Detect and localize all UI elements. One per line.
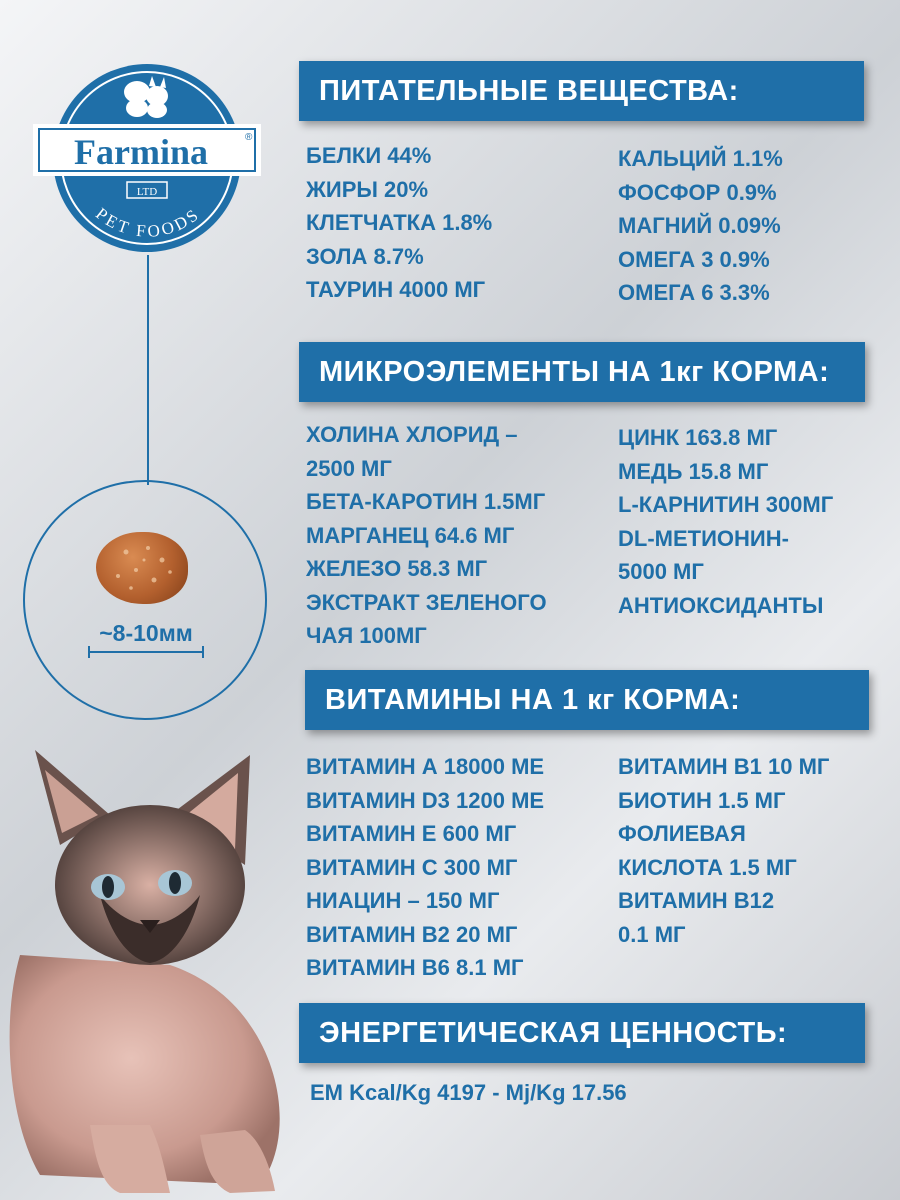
list-item: DL-МЕТИОНИН- bbox=[618, 525, 789, 551]
list-item: ВИТАМИН В1 10 МГ bbox=[618, 754, 830, 779]
list-item: ФОЛИЕВАЯ bbox=[618, 821, 746, 846]
list-item: БЕЛКИ 44% bbox=[306, 143, 432, 168]
nutrients-right-list bbox=[618, 142, 783, 310]
list-item: ВИТАМИН D3 1200 МЕ bbox=[306, 787, 545, 813]
list-item: L-КАРНИТИН 300МГ bbox=[618, 492, 834, 517]
list-item: 2500 МГ bbox=[306, 455, 392, 481]
list-item: ЦИНК 163.8 МГ bbox=[618, 425, 778, 450]
list-item: АНТИОКСИДАНТЫ bbox=[618, 592, 824, 618]
microelements-left-list bbox=[306, 418, 547, 653]
list-item: ХОЛИНА ХЛОРИД – bbox=[306, 422, 518, 447]
list-item: БЕТА-КАРОТИН 1.5МГ bbox=[306, 489, 546, 514]
kibble-size-measure bbox=[88, 651, 204, 653]
list-item: КЛЕТЧАТКА 1.8% bbox=[306, 210, 493, 235]
vitamins-header: ВИТАМИНЫ НА 1 кг КОРМА: bbox=[305, 670, 869, 730]
list-item: НИАЦИН – 150 МГ bbox=[306, 888, 500, 913]
list-item: ЗОЛА 8.7% bbox=[306, 243, 424, 269]
microelements-header: МИКРОЭЛЕМЕНТЫ НА 1кг КОРМА: bbox=[299, 342, 865, 402]
list-item: ВИТАМИН Е 600 МГ bbox=[306, 821, 517, 846]
list-item: ТАУРИН 4000 МГ bbox=[306, 277, 486, 302]
kibble-size-label: ~8-10мм bbox=[99, 620, 193, 646]
farmina-logo bbox=[33, 60, 261, 256]
list-item: МЕДЬ 15.8 МГ bbox=[618, 458, 769, 484]
list-item: БИОТИН 1.5 МГ bbox=[618, 787, 786, 813]
logo-brand-text: Farmina bbox=[74, 132, 208, 172]
list-item: ВИТАМИН В2 20 МГ bbox=[306, 921, 518, 947]
sphynx-cat-image bbox=[0, 745, 300, 1200]
list-item: КИСЛОТА 1.5 МГ bbox=[618, 854, 797, 880]
logo-registered: ® bbox=[245, 132, 253, 143]
nutrients-header: ПИТАТЕЛЬНЫЕ ВЕЩЕСТВА: bbox=[299, 61, 864, 121]
list-item: 0.1 МГ bbox=[618, 921, 686, 947]
list-item: ЖИРЫ 20% bbox=[306, 176, 429, 202]
list-item: ВИТАМИН В6 8.1 МГ bbox=[306, 955, 524, 980]
list-item: ЧАЯ 100МГ bbox=[306, 623, 427, 648]
connector-line bbox=[147, 255, 149, 485]
list-item: ОМЕГА 3 0.9% bbox=[618, 246, 770, 272]
list-item: ЖЕЛЕЗО 58.3 МГ bbox=[306, 556, 488, 581]
list-item: ВИТАМИН В12 bbox=[618, 888, 775, 913]
list-item: ВИТАМИН С 300 МГ bbox=[306, 854, 518, 880]
kibble-texture bbox=[96, 532, 188, 604]
vitamins-left-list bbox=[306, 750, 544, 985]
list-item: ВИТАМИН А 18000 МЕ bbox=[306, 754, 545, 779]
logo-ltd: LTD bbox=[136, 186, 158, 198]
nutrients-left-list bbox=[306, 139, 492, 307]
list-item: КАЛЬЦИЙ 1.1% bbox=[618, 146, 783, 171]
list-item: МАРГАНЕЦ 64.6 МГ bbox=[306, 522, 515, 548]
list-item: ЭКСТРАКТ ЗЕЛЕНОГО bbox=[306, 589, 547, 615]
list-item: ФОСФОР 0.9% bbox=[618, 179, 777, 205]
list-item: ОМЕГА 6 3.3% bbox=[618, 280, 770, 305]
vitamins-right-list bbox=[618, 750, 829, 951]
list-item: МАГНИЙ 0.09% bbox=[618, 213, 781, 238]
microelements-right-list bbox=[618, 421, 833, 622]
energy-header: ЭНЕРГЕТИЧЕСКАЯ ЦЕННОСТЬ: bbox=[299, 1003, 865, 1063]
list-item: 5000 МГ bbox=[618, 559, 704, 584]
energy-value: EM Kcal/Kg 4197 - Mj/Kg 17.56 bbox=[310, 1080, 627, 1105]
logo-arc-text: PET FOODS bbox=[92, 204, 204, 241]
